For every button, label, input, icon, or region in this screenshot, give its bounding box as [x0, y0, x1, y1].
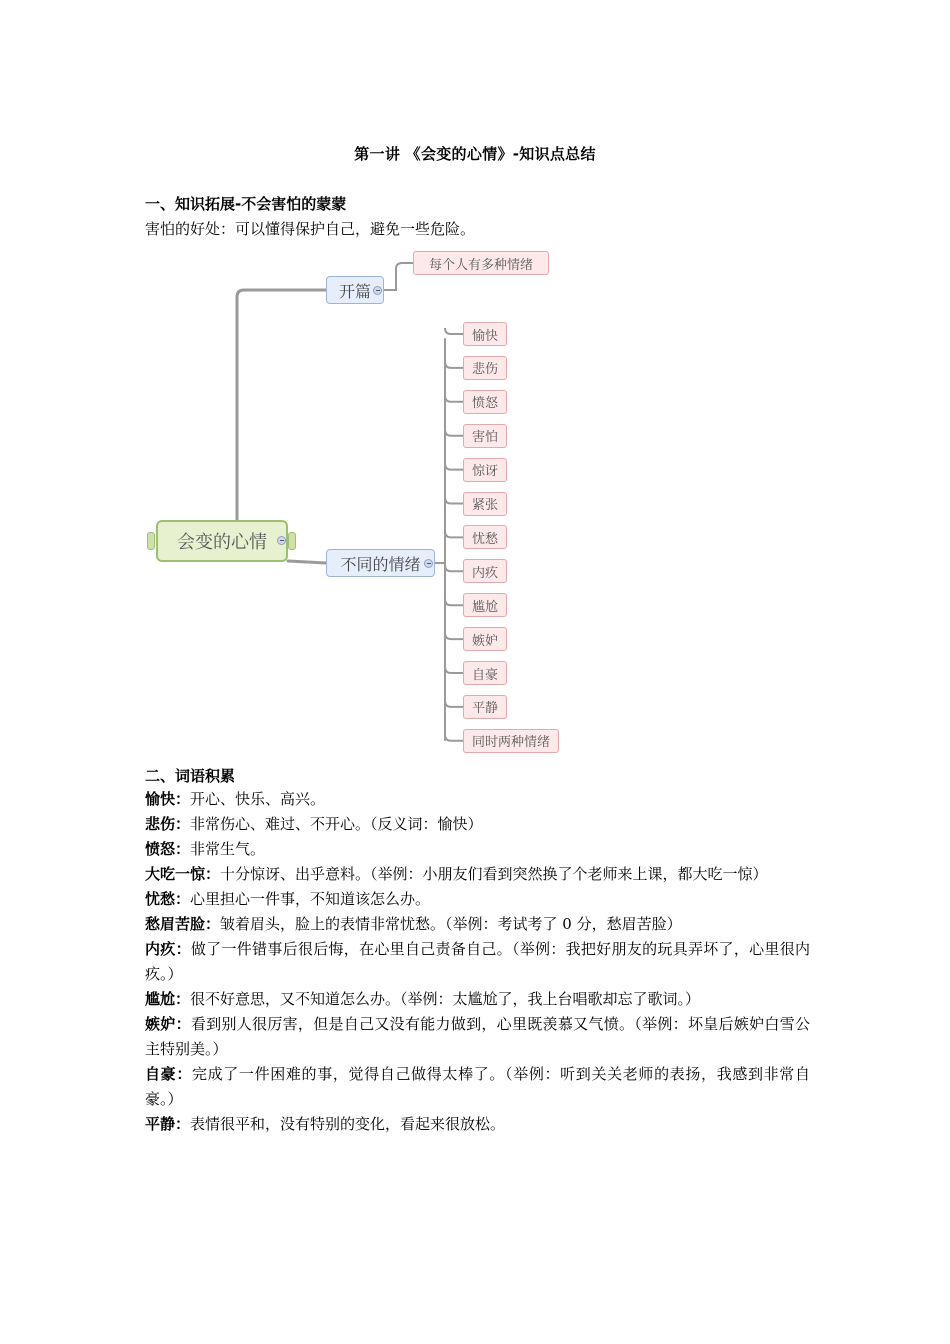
vocab-term: 自豪 — [145, 1065, 177, 1083]
root-collapse-icon[interactable] — [277, 536, 286, 545]
mind-map — [140, 245, 590, 755]
vocab-term: 愁眉苦脸 — [145, 915, 206, 933]
vocab-entry — [145, 787, 810, 812]
connector-leaves — [445, 328, 463, 741]
vocab-definition: 很不好意思，又不知道怎么办。（举例：太尴尬了，我上台唱歌却忘了歌词。） — [190, 990, 701, 1008]
vocab-term: 嫉妒 — [145, 1015, 176, 1033]
connector-open-leaf — [384, 263, 413, 290]
connector-leaf — [445, 430, 463, 436]
emotion-leaf[interactable]: 同时两种情绪 — [463, 729, 559, 753]
vocab-term: 平静 — [145, 1115, 176, 1133]
connector-leaf — [445, 464, 463, 470]
vocab-entry — [145, 862, 810, 887]
leaf-open-1[interactable]: 每个人有多种情绪 — [413, 251, 549, 275]
vocab-separator: ： — [175, 1015, 191, 1033]
connector-leaf — [445, 362, 463, 368]
emotion-leaf[interactable]: 嫉妒 — [463, 627, 507, 651]
connector-root-emotions — [288, 561, 326, 563]
vocab-entry — [145, 812, 810, 837]
vocab-entry — [145, 887, 810, 912]
emotion-leaf[interactable]: 内疚 — [463, 559, 507, 583]
connector-leaf — [445, 396, 463, 402]
vocab-separator: ： — [175, 790, 191, 808]
vocab-definition: 看到别人很厉害，但是自己又没有能力做到，心里既羡慕又气愤。（举例：坏皇后嫉妒白雪公主特别美。） — [145, 1015, 810, 1058]
vocab-separator: ： — [175, 1115, 191, 1133]
vocab-term: 愤怒 — [145, 840, 176, 858]
root-expand-left-icon[interactable] — [147, 532, 155, 550]
vocab-definition: 十分惊讶、出乎意料。（举例：小朋友们看到突然换了个老师来上课，都大吃一惊） — [220, 865, 768, 883]
vocab-entry — [145, 1062, 810, 1112]
vocab-definition: 表情很平和，没有特别的变化，看起来很放松。 — [190, 1115, 506, 1133]
connector-leaf — [445, 328, 463, 334]
connector-leaf — [445, 531, 463, 537]
emotion-leaf[interactable]: 平静 — [463, 695, 507, 719]
vocab-definition: 完成了一件困难的事，觉得自己做得太棒了。（举例：听到关关老师的表扬，我感到非常自豪。） — [145, 1065, 810, 1108]
root-expand-right-icon[interactable] — [288, 532, 296, 550]
vocab-term: 大吃一惊 — [145, 865, 206, 883]
emotion-leaf[interactable]: 尴尬 — [463, 593, 507, 617]
page-title: 第一讲 《会变的心情》-知识点总结 — [354, 145, 596, 163]
vocab-term: 忧愁 — [145, 890, 176, 908]
vocab-entry — [145, 912, 810, 937]
emotion-leaf[interactable]: 害怕 — [463, 424, 507, 448]
vocab-separator: ： — [175, 940, 191, 958]
connector-leaf — [445, 498, 463, 504]
vocabulary-list — [145, 787, 810, 1137]
vocab-term: 尴尬 — [145, 990, 176, 1008]
connector-leaf — [445, 633, 463, 639]
section2-heading: 二、词语积累 — [145, 767, 236, 785]
vocab-separator: ： — [175, 990, 191, 1008]
vocab-entry — [145, 837, 810, 862]
vocab-definition: 开心、快乐、高兴。 — [190, 790, 326, 808]
vocab-term: 内疚 — [145, 940, 176, 958]
emotion-leaf[interactable]: 愤怒 — [463, 390, 507, 414]
vocab-separator: ： — [205, 915, 221, 933]
mindmap-root[interactable]: 会变的心情 — [156, 520, 288, 562]
connector-leaf — [445, 667, 463, 673]
connector-leaf — [445, 599, 463, 605]
vocab-separator: ： — [175, 815, 191, 833]
vocab-definition: 心里担心一件事，不知道该怎么办。 — [190, 890, 431, 908]
vocab-term: 悲伤 — [145, 815, 176, 833]
connector-leaf — [445, 701, 463, 707]
emotion-leaf[interactable]: 忧愁 — [463, 525, 507, 549]
emotion-leaf[interactable]: 愉快 — [463, 322, 507, 346]
branch-emotions[interactable]: 不同的情绪 — [326, 549, 435, 577]
vocab-separator: ： — [175, 890, 191, 908]
vocab-definition: 做了一件错事后很后悔，在心里自己责备自己。（举例：我把好朋友的玩具弄坏了，心里很内疚。） — [145, 940, 810, 983]
branch-open[interactable]: 开篇 — [326, 276, 384, 304]
vocab-separator: ： — [205, 865, 221, 883]
vocab-separator: ： — [175, 840, 191, 858]
vocab-entry — [145, 1012, 810, 1062]
vocab-definition: 非常伤心、难过、不开心。（反义词：愉快） — [190, 815, 483, 833]
emotion-leaf[interactable]: 自豪 — [463, 661, 507, 685]
connector-leaf — [445, 735, 463, 741]
branch-emotions-collapse-icon[interactable] — [424, 559, 433, 568]
vocab-term: 愉快 — [145, 790, 176, 808]
vocab-definition: 非常生气。 — [190, 840, 266, 858]
connector-leaf — [445, 565, 463, 571]
branch-open-collapse-icon[interactable] — [373, 286, 382, 295]
emotion-leaf[interactable]: 紧张 — [463, 492, 507, 516]
vocab-entry — [145, 987, 810, 1012]
mind-map-connectors — [140, 245, 590, 755]
vocab-entry — [145, 937, 810, 987]
vocab-separator: ： — [176, 1065, 192, 1083]
vocab-entry — [145, 1112, 810, 1137]
emotion-leaf[interactable]: 悲伤 — [463, 356, 507, 380]
vocab-definition: 皱着眉头，脸上的表情非常忧愁。（举例：考试考了 0 分，愁眉苦脸） — [220, 915, 682, 933]
section1-intro: 害怕的好处：可以懂得保护自己，避免一些危险。 — [145, 220, 476, 238]
connector-root-open — [237, 290, 326, 520]
section1-heading: 一、知识拓展-不会害怕的蒙蒙 — [145, 195, 347, 213]
emotion-leaf[interactable]: 惊讶 — [463, 458, 507, 482]
